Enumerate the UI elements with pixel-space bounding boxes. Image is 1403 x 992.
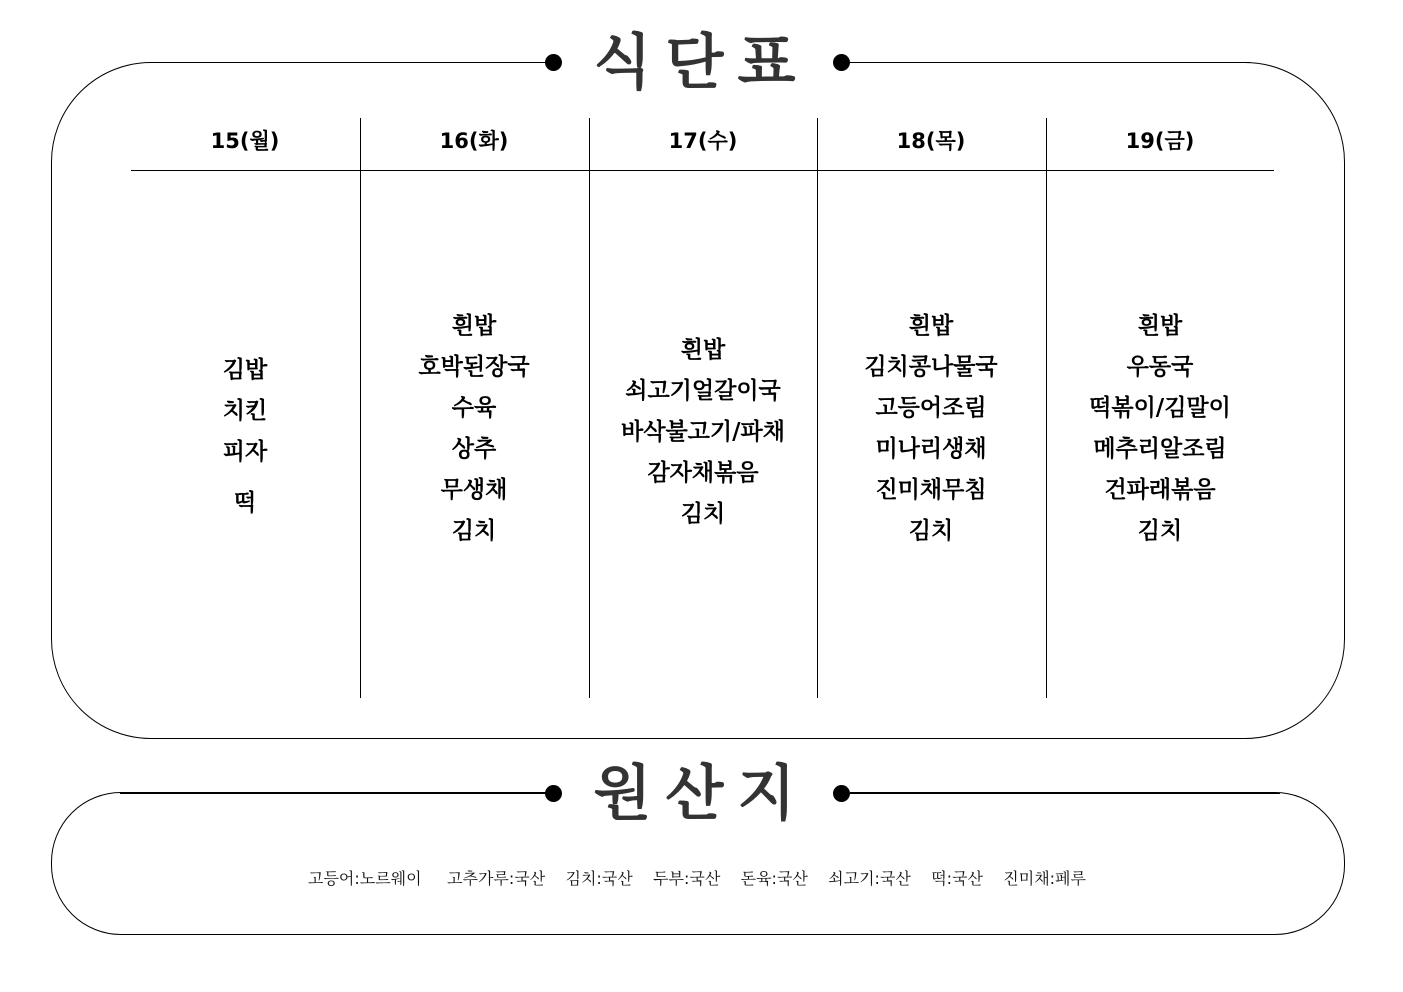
menu-table xyxy=(131,118,1274,698)
menu-item: 떡 xyxy=(233,490,257,516)
menu-item: 건파래볶음 xyxy=(1104,477,1216,503)
menu-item: 피자 xyxy=(222,439,268,465)
menu-item: 무생채 xyxy=(440,477,508,503)
menu-item: 김치 xyxy=(680,501,726,527)
day-header-wed: 17(수) xyxy=(668,129,738,153)
menu-item: 김밥 xyxy=(222,357,268,383)
menu-item: 호박된장국 xyxy=(418,354,530,380)
day-menu-tue xyxy=(360,306,588,552)
menu-item: 고등어조림 xyxy=(875,395,987,421)
menu-title-band xyxy=(0,18,1403,108)
menu-item: 흰밥 xyxy=(451,313,497,339)
title-line-left xyxy=(120,793,550,794)
origin-info-text: 고등어:노르웨이 고추가루:국산 김치:국산 두부:국산 돈육:국산 쇠고기:국산 떡:국산 진미채:페루 xyxy=(308,869,1086,888)
day-header-tue: 16(화) xyxy=(439,129,509,153)
day-menu-thu xyxy=(817,306,1045,552)
day-menu-wed xyxy=(589,330,817,535)
origin-title: 원산지 xyxy=(593,759,810,829)
menu-item: 흰밥 xyxy=(680,337,726,363)
day-menu-mon xyxy=(131,350,359,525)
menu-item: 진미채무침 xyxy=(875,477,987,503)
menu-title: 식단표 xyxy=(593,28,810,98)
title-line-right xyxy=(850,62,1250,63)
title-line-left xyxy=(150,62,550,63)
menu-item: 흰밥 xyxy=(1137,313,1183,339)
menu-item: 치킨 xyxy=(222,398,268,424)
day-header-fri: 19(금) xyxy=(1125,129,1195,153)
day-header-thu: 18(목) xyxy=(896,129,966,153)
title-line-right xyxy=(850,793,1280,794)
origin-title-band xyxy=(0,749,1403,839)
menu-item: 떡볶이/김말이 xyxy=(1089,395,1231,421)
menu-item: 김치 xyxy=(451,518,497,544)
menu-item: 감자채볶음 xyxy=(647,460,759,486)
menu-item: 수육 xyxy=(451,395,497,421)
menu-item: 바삭불고기/파채 xyxy=(621,419,785,445)
menu-item: 미나리생채 xyxy=(875,436,987,462)
menu-item: 쇠고기얼갈이국 xyxy=(625,378,781,404)
day-header-mon: 15(월) xyxy=(210,129,280,153)
menu-item: 김치콩나물국 xyxy=(864,354,998,380)
menu-item: 김치 xyxy=(1137,518,1183,544)
day-menu-fri xyxy=(1046,306,1274,552)
menu-item: 메추리알조림 xyxy=(1093,436,1227,462)
menu-item: 우동국 xyxy=(1126,354,1194,380)
menu-item: 상추 xyxy=(451,436,497,462)
menu-item: 흰밥 xyxy=(908,313,954,339)
menu-item: 김치 xyxy=(908,518,954,544)
